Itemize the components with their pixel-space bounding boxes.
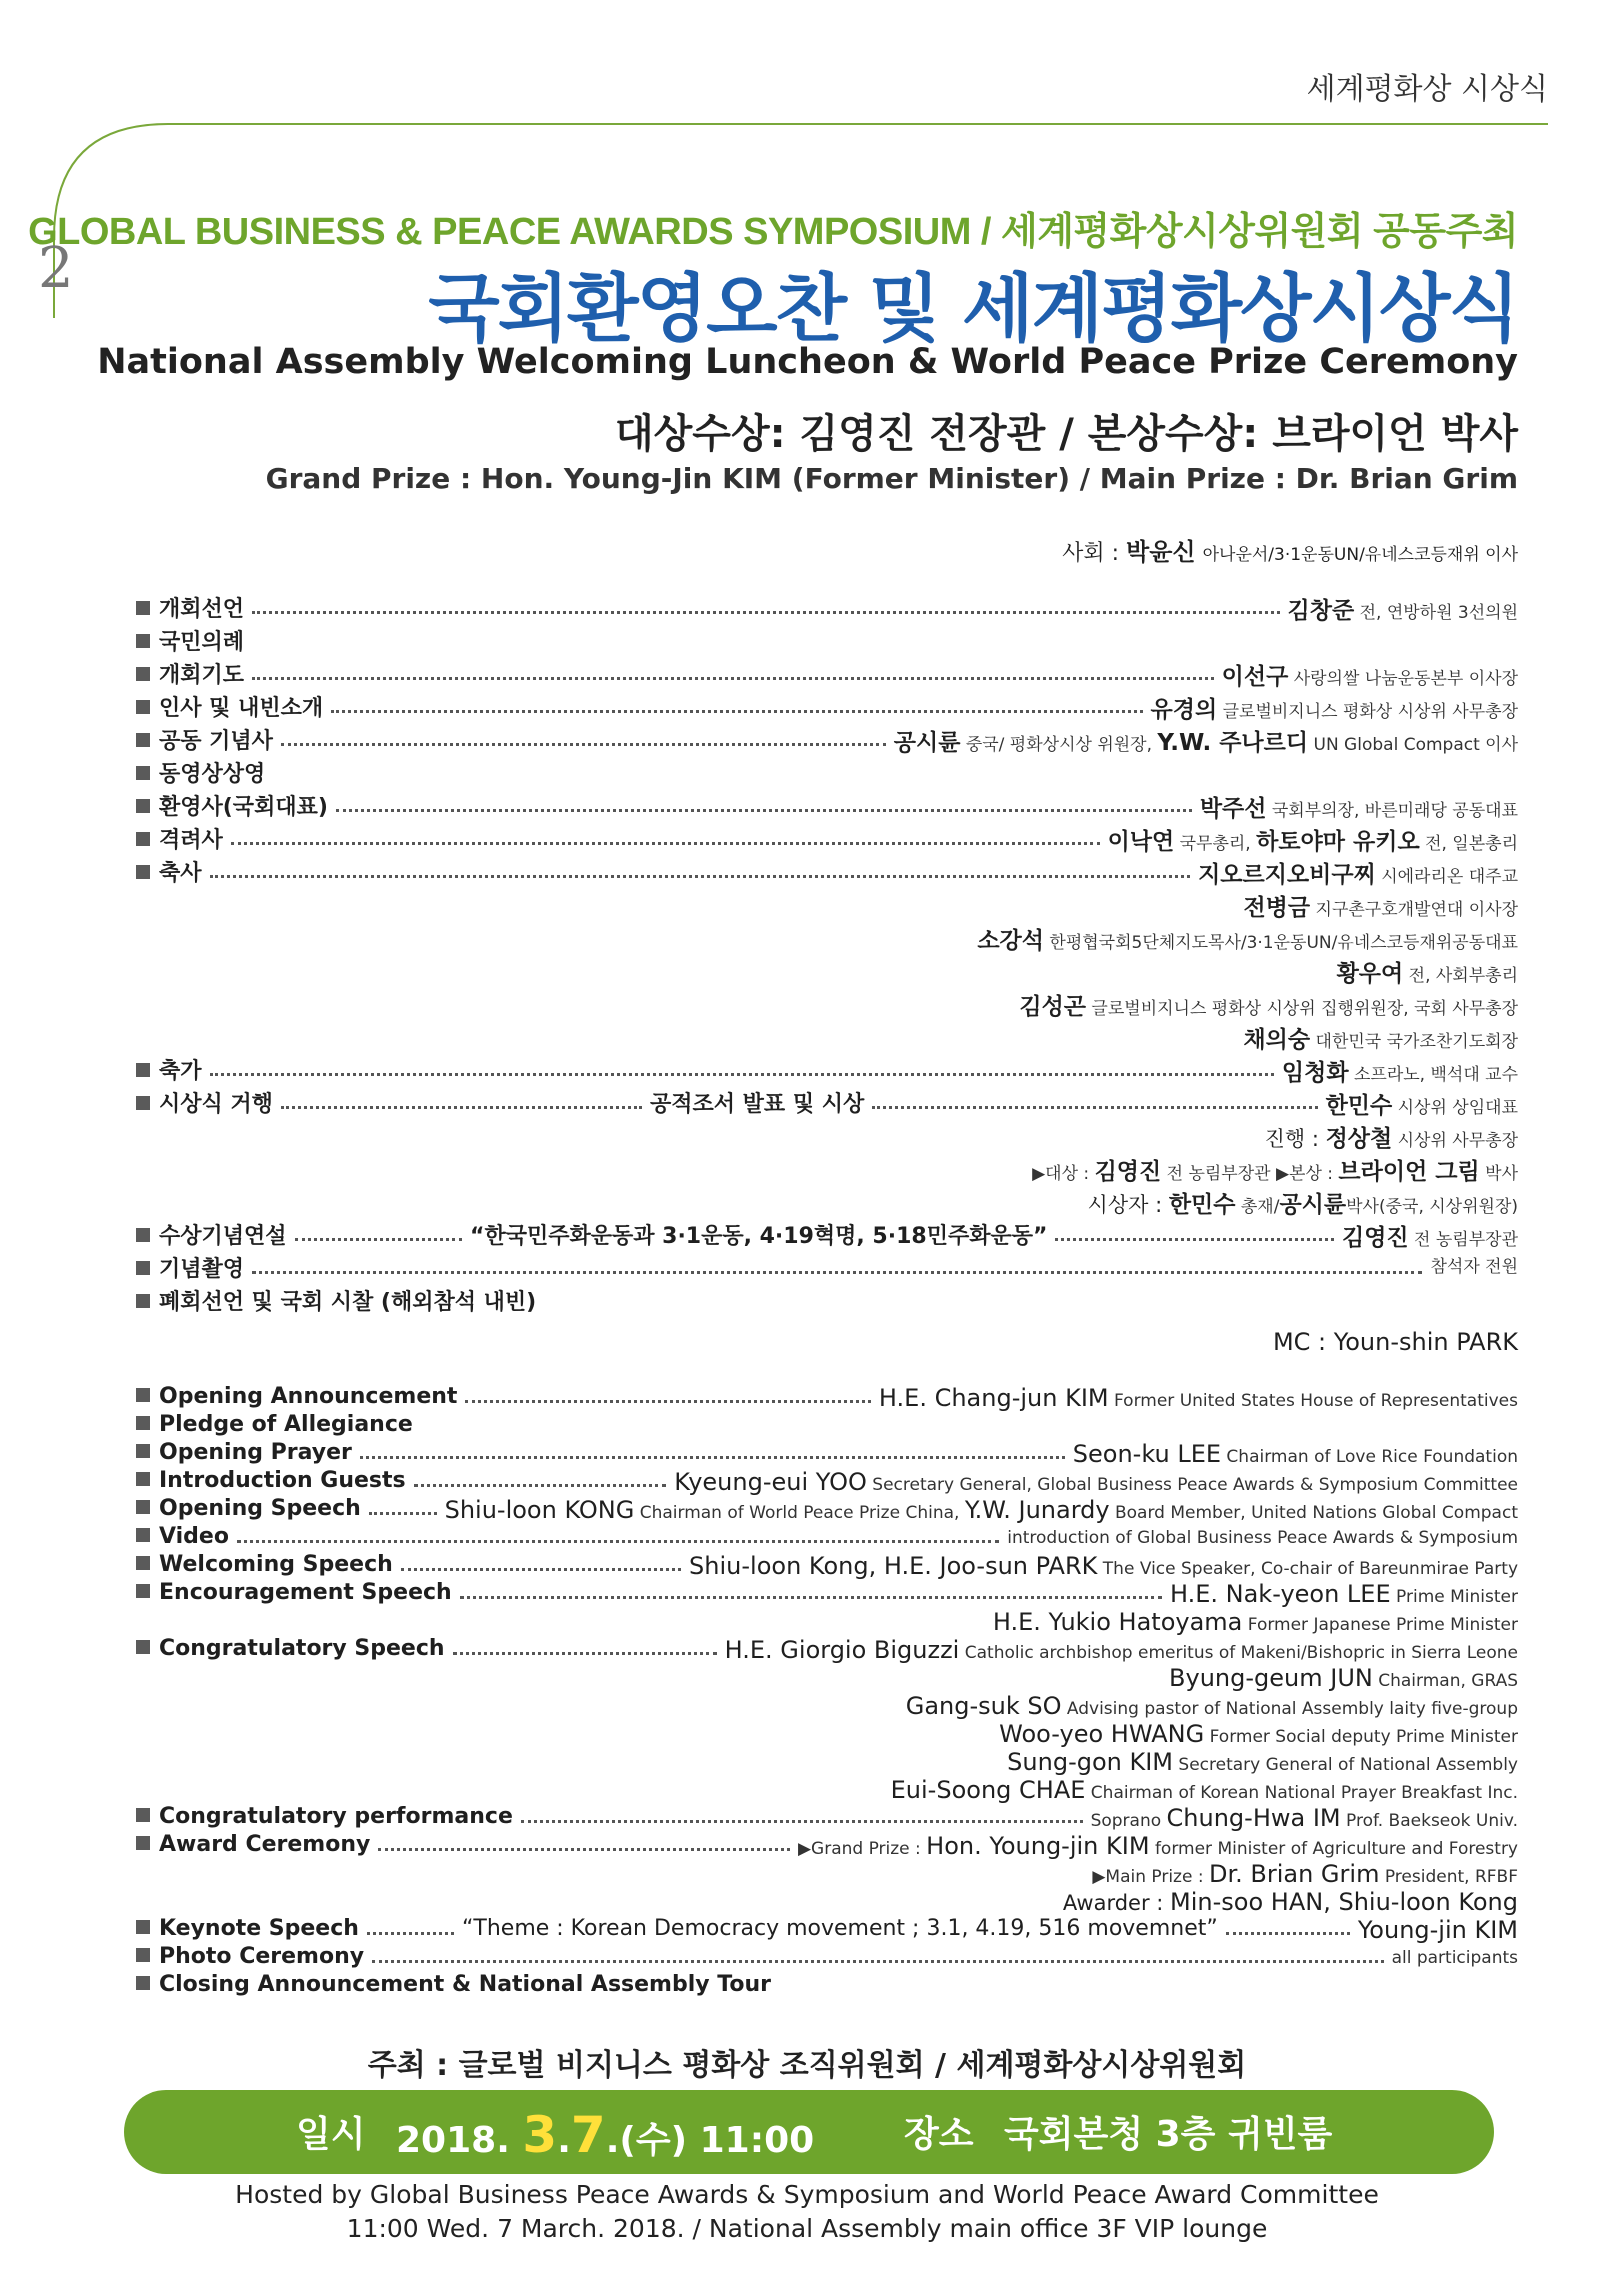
program-item-detail — [1032, 1153, 1518, 1186]
program-item-detail — [1073, 1440, 1518, 1468]
person-role: Prof. Baekseok Univ. — [1340, 1811, 1518, 1831]
page-number: 2 — [38, 236, 74, 301]
person-name: 정상철 — [1325, 1126, 1393, 1152]
person-role: Former United States House of Representatives — [1108, 1391, 1518, 1411]
program-item-label: Opening Prayer — [136, 1440, 352, 1465]
person-role: 글로벌비지니스 평화상 시상위 사무총장 — [1217, 702, 1518, 722]
person-role: 소프라노, 백석대 교수 — [1348, 1065, 1518, 1085]
dotted-leader — [237, 1540, 999, 1543]
dotted-leader — [372, 1960, 1383, 1963]
person-name: Shiu-loon Kong, H.E. Joo-sun PARK — [689, 1552, 1098, 1580]
person-name: 김성곤 — [1019, 994, 1087, 1020]
person-role: 총재/ — [1235, 1197, 1280, 1217]
program-item-detail — [1282, 1054, 1518, 1087]
date-label: 일시 — [296, 2114, 366, 2155]
dotted-leader — [367, 1932, 454, 1935]
program-item-detail — [1337, 955, 1518, 988]
dotted-leader — [252, 677, 1214, 680]
person-role: former Minister of Agriculture and Forestry — [1149, 1839, 1518, 1859]
page-title: 국회환영오찬 및 세계평화상시상식 — [428, 266, 1518, 352]
program-item-detail — [1092, 1860, 1518, 1888]
person-name: 이낙연 — [1107, 829, 1175, 855]
person-name: Y.W. Junardy — [964, 1496, 1110, 1524]
person-role: 박사(중국, 시상위원장) — [1346, 1197, 1518, 1217]
person-name: Min-soo HAN, Shiu-loon Kong — [1170, 1888, 1518, 1916]
program-item-detail — [891, 1776, 1518, 1804]
program-item-topic: 공적조서 발표 및 시상 — [650, 1092, 865, 1117]
person-role: 시상위 상임대표 — [1392, 1098, 1518, 1118]
dotted-leader — [872, 1106, 1317, 1109]
program-item-detail — [1243, 1021, 1518, 1054]
person-role: 글로벌비지니스 평화상 시상위 집행위원장, 국회 사무총장 — [1086, 999, 1518, 1019]
dotted-leader — [210, 875, 1191, 878]
detail-label: 시상자 : — [1087, 1193, 1169, 1217]
person-role: UN Global Compact 이사 — [1308, 735, 1518, 755]
person-name: Chung-Hwa IM — [1166, 1804, 1341, 1832]
program-item-detail — [1358, 1916, 1518, 1944]
program-item-detail — [725, 1636, 1518, 1664]
program-item-detail — [993, 1608, 1518, 1636]
dotted-leader — [252, 611, 1280, 614]
person-role: 지구촌구호개발연대 이사장 — [1310, 900, 1518, 920]
person-name: 유경의 — [1150, 697, 1218, 723]
person-name: 이선구 — [1221, 664, 1289, 690]
person-name: Dr. Brian Grim — [1208, 1860, 1380, 1888]
person-role: 전 농림부장관 — [1408, 1230, 1518, 1250]
dotted-leader — [336, 809, 1192, 812]
mc-korean — [1062, 532, 1518, 567]
person-name: Y.W. 주나르디 — [1157, 730, 1309, 756]
person-name: 한민수 — [1168, 1192, 1236, 1218]
page-title-english: National Assembly Welcoming Luncheon & World Peace Prize Ceremony — [97, 342, 1518, 382]
program-item-detail — [1088, 1186, 1518, 1219]
person-name: 황우여 — [1336, 961, 1404, 987]
program-item-detail — [674, 1468, 1518, 1496]
person-name: H.E. Yukio Hatoyama — [992, 1608, 1243, 1636]
person-role: 시상위 사무총장 — [1392, 1131, 1518, 1151]
dotted-leader — [231, 842, 1100, 845]
program-item-detail — [879, 1384, 1518, 1412]
dotted-leader — [281, 1106, 642, 1109]
program-item-label: 기념촬영 — [136, 1252, 244, 1283]
dotted-leader — [378, 1848, 790, 1851]
person-role: 대한민국 국가조찬기도회장 — [1310, 1032, 1518, 1052]
host-korean: 주최 : 글로벌 비지니스 평화상 조직위원회 / 세계평화상시상위원회 — [367, 2048, 1247, 2083]
dotted-leader — [360, 1456, 1065, 1459]
program-item-label: 공동 기념사 — [136, 724, 273, 755]
program-item-detail — [1198, 856, 1518, 889]
detail-label: Awarder : — [1062, 1891, 1171, 1915]
person-name: Kyeung-eui YOO — [674, 1468, 867, 1496]
person-role: The Vice Speaker, Co-chair of Bareunmirae Party — [1097, 1559, 1518, 1579]
program-item-label: Photo Ceremony — [136, 1944, 364, 1969]
program-item-detail — [1288, 592, 1518, 625]
program-item-detail — [1108, 823, 1518, 856]
program-item-label: Keynote Speech — [136, 1916, 359, 1941]
person-role: Chairman, GRAS — [1372, 1671, 1518, 1691]
program-item-detail — [1170, 1580, 1518, 1608]
program-item-label: 환영사(국회대표) — [136, 790, 328, 821]
mc-role: 아나운서/3·1운동UN/유네스코등재위 이사 — [1202, 545, 1518, 565]
person-name: H.E. Chang-jun KIM — [878, 1384, 1109, 1412]
person-role: Former Social deputy Prime Minister — [1204, 1727, 1518, 1747]
dotted-leader — [252, 1271, 1422, 1274]
person-name: Byung-geum JUN — [1169, 1664, 1373, 1692]
person-name: Seon-ku LEE — [1072, 1440, 1222, 1468]
person-name: 전병금 — [1243, 895, 1311, 921]
dotted-leader — [521, 1820, 1083, 1823]
person-name: Woo-yeo HWANG — [999, 1720, 1205, 1748]
program-item-detail — [1342, 1219, 1518, 1252]
person-role: 전, 사회부총리 — [1403, 966, 1518, 986]
person-name: 소강석 — [977, 928, 1044, 954]
person-name: 김영진 — [1094, 1159, 1162, 1185]
dotted-leader — [331, 710, 1142, 713]
program-item-label: Opening Announcement — [136, 1384, 457, 1409]
program-item-detail — [1392, 1944, 1518, 1968]
program-item-label: Congratulatory Speech — [136, 1636, 445, 1661]
running-header: 세계평화상 시상식 — [1306, 72, 1548, 107]
person-role: Secretary General of National Assembly — [1173, 1755, 1518, 1775]
program-item-detail — [1222, 658, 1518, 691]
person-name: 임청화 — [1281, 1060, 1349, 1086]
person-role: Secretary General, Global Business Peace Awards & Symposium Committee — [866, 1475, 1518, 1495]
program-item-detail — [1200, 790, 1518, 823]
person-name: Young-jin KIM — [1357, 1916, 1518, 1944]
person-role: Advising pastor of National Assembly laity five-group — [1061, 1699, 1518, 1719]
program-item-label: 축가 — [136, 1054, 202, 1085]
person-name: 브라이언 그림 — [1338, 1159, 1480, 1185]
program-item-detail — [1169, 1664, 1518, 1692]
program-item-detail — [906, 1692, 1518, 1720]
person-name: 공시륜 — [1279, 1192, 1347, 1218]
person-role: 전, 연방하원 3선의원 — [1354, 603, 1518, 623]
program-item-label: 시상식 거행 — [136, 1087, 273, 1118]
person-role: ▶Main Prize : — [1092, 1867, 1209, 1887]
person-role: ▶대상 : — [1032, 1164, 1095, 1184]
program-item-detail — [689, 1552, 1518, 1580]
program-item-label: Introduction Guests — [136, 1468, 406, 1493]
person-role: Chairman of Love Rice Foundation — [1221, 1447, 1518, 1467]
program-item-label: 동영상상영 — [136, 757, 265, 788]
prize-winners-english: Grand Prize : Hon. Young-Jin KIM (Former Minister) / Main Prize : Dr. Brian Grim — [265, 462, 1518, 495]
venue-label: 장소 — [904, 2114, 974, 2155]
detail-label: 진행 : — [1264, 1127, 1326, 1151]
dotted-leader — [281, 743, 886, 746]
person-role: 국회부의장, 바른미래당 공동대표 — [1266, 801, 1518, 821]
program-item-detail — [1326, 1087, 1518, 1120]
person-name: Hon. Young-jin KIM — [926, 1832, 1150, 1860]
program-item-topic: “Theme : Korean Democracy movement ; 3.1, 4.19, 516 movemnet” — [462, 1916, 1218, 1941]
program-item-detail — [1063, 1888, 1518, 1916]
dotted-leader — [453, 1652, 717, 1655]
program-item-label: Pledge of Allegiance — [136, 1412, 413, 1437]
person-role: 박사 — [1479, 1164, 1518, 1184]
date-venue-banner — [124, 2090, 1494, 2174]
dotted-leader — [465, 1400, 870, 1403]
dotted-leader — [1055, 1238, 1334, 1241]
program-item-label: Opening Speech — [136, 1496, 361, 1521]
program-item-label: Closing Announcement & National Assembly Tour — [136, 1972, 771, 1997]
date-value — [396, 2106, 814, 2164]
program-item-label: 개회선언 — [136, 592, 244, 623]
program-item-label: 국민의례 — [136, 625, 244, 656]
person-role: Chairman of World Peace Prize China, — [634, 1503, 965, 1523]
program-item-detail — [1091, 1804, 1518, 1832]
person-name: 김영진 — [1342, 1225, 1409, 1251]
person-name: Gang-suk SO — [905, 1692, 1062, 1720]
program-item-label: 폐회선언 및 국회 시찰 (해외참석 내빈) — [136, 1285, 536, 1316]
person-role: Prime Minister — [1390, 1587, 1518, 1607]
dotted-leader — [414, 1484, 667, 1487]
organizer-line: GLOBAL BUSINESS & PEACE AWARDS SYMPOSIUM / 세계평화상시상위원회 공동주최 — [28, 211, 1518, 253]
dotted-leader — [210, 1073, 1274, 1076]
dotted-leader — [1226, 1932, 1350, 1935]
program-item-label: Award Ceremony — [136, 1832, 370, 1857]
person-role: 시에라리온 대주교 — [1375, 867, 1518, 887]
prize-winners-korean: 대상수상: 김영진 전장관 / 본상수상: 브라이언 박사 — [615, 411, 1518, 457]
person-name: 하토야마 유키오 — [1256, 829, 1420, 855]
program-item-label: Welcoming Speech — [136, 1552, 393, 1577]
dotted-leader — [295, 1238, 462, 1241]
program-item-detail — [1007, 1524, 1518, 1548]
program-item-label: Video — [136, 1524, 229, 1549]
person-role: President, RFBF — [1379, 1867, 1518, 1887]
program-item-label: 인사 및 내빈소개 — [136, 691, 323, 722]
program-item-detail — [977, 922, 1518, 955]
person-role: 참석자 전원 — [1430, 1257, 1518, 1277]
person-name: H.E. Giorgio Biguzzi — [724, 1636, 960, 1664]
person-name: 김창준 — [1287, 598, 1355, 624]
dotted-leader — [369, 1512, 437, 1515]
mc-name: 박윤신 — [1126, 538, 1196, 566]
program-item-label: 수상기념연설 — [136, 1219, 287, 1250]
person-role: all participants — [1391, 1948, 1518, 1968]
person-role: introduction of Global Business Peace Awards & Symposium — [1007, 1528, 1518, 1548]
person-name: 지오르지오비구찌 — [1198, 862, 1376, 888]
program-item-label: Congratulatory performance — [136, 1804, 513, 1829]
program-item-detail — [894, 724, 1518, 757]
program-item-label: 축사 — [136, 856, 202, 887]
program-item-label: Encouragement Speech — [136, 1580, 452, 1605]
program-item-detail — [1151, 691, 1518, 724]
person-role: Former Japanese Prime Minister — [1242, 1615, 1518, 1635]
date-weekday-time: .(수) 11:00 — [605, 2120, 815, 2161]
person-name: 공시륜 — [893, 730, 961, 756]
program-item-label: 개회기도 — [136, 658, 244, 689]
program-item-detail — [1265, 1120, 1518, 1153]
person-role: ▶Grand Prize : — [797, 1839, 927, 1859]
person-role: 중국/ 평화상시상 위원장, — [960, 735, 1158, 755]
program-item-detail — [999, 1720, 1518, 1748]
date-year: 2018. — [396, 2120, 510, 2161]
person-role: Soprano — [1090, 1811, 1167, 1831]
person-role: 전 농림부장관 ▶본상 : — [1161, 1164, 1339, 1184]
person-name: Sung-gon KIM — [1007, 1748, 1174, 1776]
mc-english: MC : Youn-shin PARK — [1272, 1328, 1518, 1356]
program-item-detail — [1243, 889, 1518, 922]
date-venue-english: 11:00 Wed. 7 March. 2018. / National Assembly main office 3F VIP lounge — [346, 2214, 1268, 2243]
person-role: 한평협국회5단체지도목사/3·1운동UN/유네스코등재위공동대표 — [1044, 933, 1518, 953]
person-role: Chairman of Korean National Prayer Breakfast Inc. — [1085, 1783, 1518, 1803]
person-role: 전, 일본총리 — [1419, 834, 1518, 854]
dotted-leader — [460, 1596, 1162, 1599]
person-role: 국무총리, — [1174, 834, 1257, 854]
person-name: Shiu-loon KONG — [444, 1496, 635, 1524]
program-item-detail — [1019, 988, 1518, 1021]
person-name: 채의숭 — [1243, 1027, 1311, 1053]
person-name: 박주선 — [1199, 796, 1267, 822]
person-name: Eui-Soong CHAE — [890, 1776, 1086, 1804]
date-day: 7 — [570, 2106, 606, 2164]
person-name: H.E. Nak-yeon LEE — [1169, 1580, 1391, 1608]
program-item-topic: “한국민주화운동과 3·1운동, 4·19혁명, 5·18민주화운동” — [470, 1224, 1048, 1249]
date-month: 3 — [522, 2106, 558, 2164]
program-item-detail — [1007, 1748, 1518, 1776]
program-item-detail — [445, 1496, 1518, 1524]
host-english: Hosted by Global Business Peace Awards & Symposium and World Peace Award Committee — [235, 2180, 1379, 2209]
person-name: 한민수 — [1325, 1093, 1393, 1119]
program-item-detail — [1430, 1252, 1518, 1277]
person-role: Catholic archbishop emeritus of Makeni/Bishopric in Sierra Leone — [959, 1643, 1518, 1663]
person-role: Board Member, United Nations Global Compact — [1109, 1503, 1518, 1523]
person-role: 사랑의쌀 나눔운동본부 이사장 — [1288, 669, 1518, 689]
venue-value: 국회본청 3층 귀빈룸 — [1004, 2114, 1333, 2155]
dotted-leader — [401, 1568, 681, 1571]
mc-label: 사회 : — [1062, 541, 1127, 566]
program-item-detail — [798, 1832, 1518, 1860]
program-item-label: 격려사 — [136, 823, 223, 854]
date-separator: . — [557, 2120, 571, 2161]
